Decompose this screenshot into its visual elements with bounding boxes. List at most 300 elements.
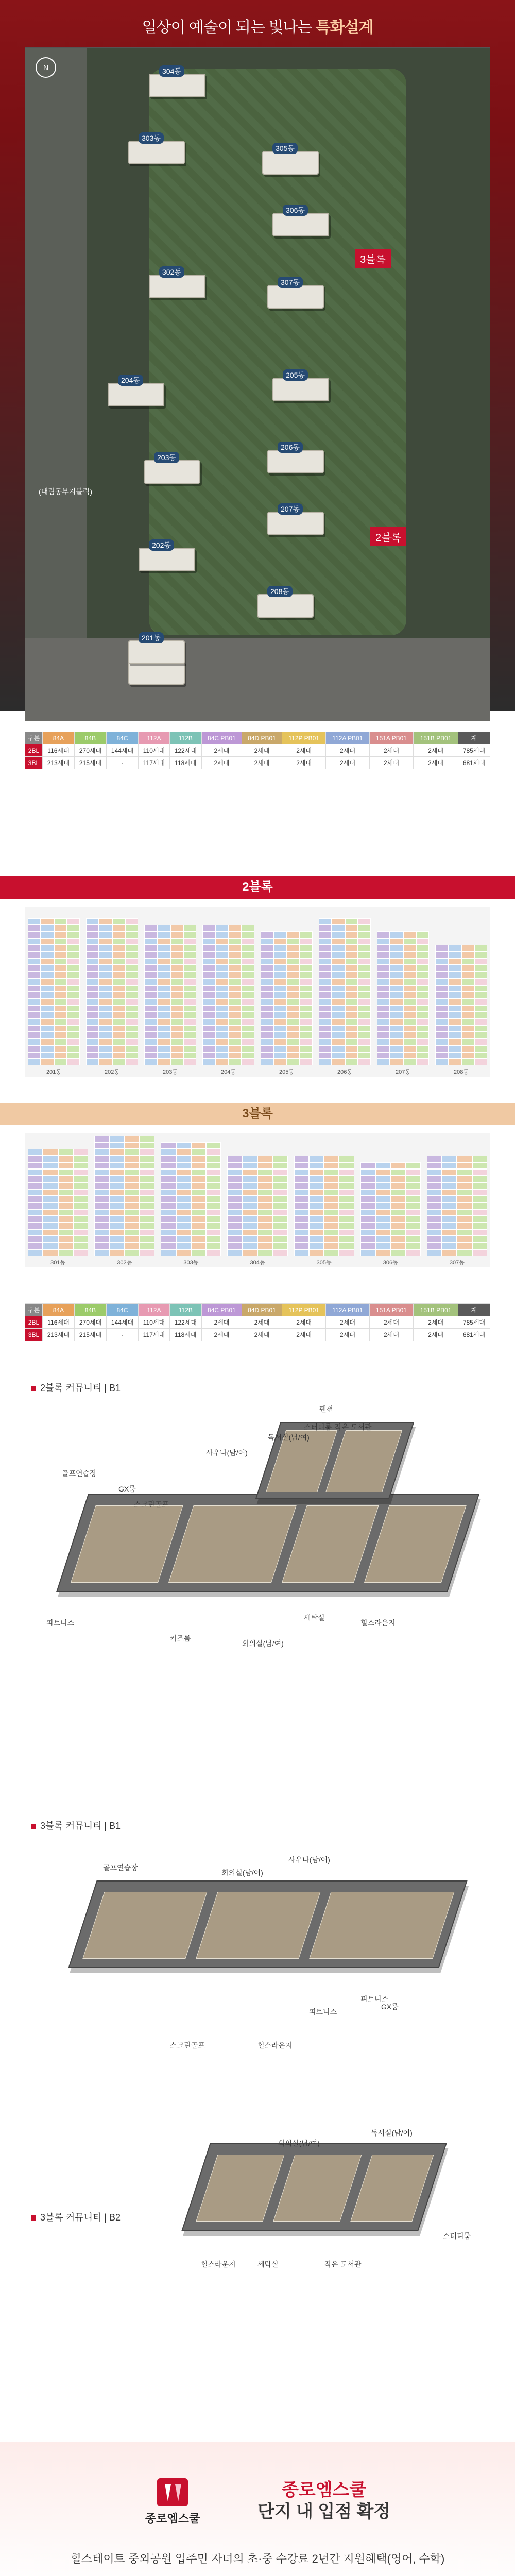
floor-unit — [427, 1196, 442, 1202]
floor-unit — [73, 1182, 88, 1189]
plan-room-label: 스크린골프 — [134, 1500, 169, 1509]
school-section — [0, 2442, 515, 2576]
floor-unit — [332, 1005, 345, 1012]
floor-unit — [319, 1025, 332, 1032]
floor-unit — [176, 1249, 191, 1256]
floor-unit — [67, 918, 80, 925]
floor-unit — [461, 1012, 474, 1019]
floor-unit — [215, 1039, 228, 1045]
unit-table-cell: 213세대 — [42, 757, 74, 769]
floor-unit — [41, 938, 54, 945]
tower-label: 203동 — [163, 1069, 178, 1075]
floor-unit — [202, 1012, 215, 1019]
floor-unit — [319, 1012, 332, 1019]
floor-unit — [125, 1136, 140, 1142]
plan-room-label: 골프연습장 — [62, 1469, 97, 1478]
floor-unit — [28, 952, 41, 958]
plan-room-label: 힐스라운지 — [360, 1619, 396, 1627]
unit-table-cell: - — [106, 757, 138, 769]
floor-unit — [403, 1059, 416, 1065]
floor-unit — [125, 1052, 138, 1059]
floor-unit — [109, 1249, 124, 1256]
floor-unit — [58, 1149, 73, 1156]
floor-unit — [125, 998, 138, 1005]
floor-unit — [28, 1196, 43, 1202]
unit-table-cell: 2세대 — [242, 744, 282, 757]
floor-unit — [125, 918, 138, 925]
floor-unit — [112, 985, 125, 992]
floor-unit — [157, 952, 170, 958]
floor-unit — [229, 1019, 242, 1025]
floor-unit — [448, 1012, 461, 1019]
floor-unit — [28, 1169, 43, 1176]
floor-unit — [345, 918, 358, 925]
floor-unit — [258, 1209, 272, 1216]
floor-unit — [86, 1019, 99, 1025]
floor-unit — [191, 1176, 206, 1182]
floor-unit — [206, 1156, 221, 1162]
floor-unit — [332, 925, 345, 931]
floor-unit — [43, 1196, 58, 1202]
floor-unit — [112, 978, 125, 985]
floor-unit — [229, 1045, 242, 1052]
floor-unit — [99, 938, 112, 945]
plan-room — [71, 1505, 183, 1583]
floor-unit — [144, 972, 157, 978]
building-11 — [108, 383, 164, 406]
floor-unit — [287, 952, 300, 958]
unit-table-cell: 270세대 — [74, 744, 106, 757]
plan-room-label: 사우나(남/여) — [206, 1449, 248, 1457]
floor-unit — [416, 965, 429, 972]
floor-unit — [339, 1249, 354, 1256]
floor-unit — [67, 992, 80, 998]
floor-unit — [416, 978, 429, 985]
floor-unit — [360, 1243, 375, 1249]
floor-unit — [157, 978, 170, 985]
floor-unit — [109, 1202, 124, 1209]
floor-unit — [377, 972, 390, 978]
floor-unit — [125, 1019, 138, 1025]
floor-unit — [144, 1025, 157, 1032]
floor-unit — [229, 938, 242, 945]
floor-unit — [461, 1052, 474, 1059]
floor-unit — [287, 985, 300, 992]
floor-unit — [416, 998, 429, 1005]
plan-room-label: GX룸 — [118, 1485, 136, 1493]
floor-unit — [242, 1025, 254, 1032]
floor-unit — [183, 931, 196, 938]
floor-unit — [215, 1052, 228, 1059]
floor-unit — [99, 978, 112, 985]
floor-unit — [191, 1223, 206, 1229]
floor-unit — [229, 985, 242, 992]
floor-unit — [243, 1229, 258, 1236]
unit-table-cell: 122세대 — [169, 744, 201, 757]
tower-label: 205동 — [279, 1069, 294, 1075]
floor-unit — [461, 1045, 474, 1052]
unit-table-cell: 2세대 — [201, 757, 242, 769]
block3-floor-chart — [25, 1133, 490, 1267]
floor-unit — [294, 1162, 309, 1169]
floor-unit — [442, 1162, 457, 1169]
floor-unit — [416, 1019, 429, 1025]
floor-unit — [472, 1162, 487, 1169]
floor-unit — [435, 972, 448, 978]
floor-unit — [332, 1012, 345, 1019]
floor-unit — [406, 1176, 421, 1182]
floor-unit — [206, 1249, 221, 1256]
floor-unit — [157, 992, 170, 998]
floor-unit — [461, 985, 474, 992]
floor-unit — [427, 1189, 442, 1196]
floor-unit — [202, 965, 215, 972]
floor-unit — [442, 1176, 457, 1182]
floor-unit — [390, 985, 403, 992]
floor-unit — [406, 1223, 421, 1229]
floor-unit — [215, 945, 228, 952]
floor-unit — [140, 1196, 154, 1202]
floor-unit — [461, 1032, 474, 1039]
floor-unit — [377, 1039, 390, 1045]
unit-table-cell: 2세대 — [201, 1329, 242, 1341]
floor-unit — [294, 1156, 309, 1162]
floor-unit — [472, 1229, 487, 1236]
floor-unit — [140, 1202, 154, 1209]
floor-unit — [375, 1216, 390, 1223]
floor-unit — [332, 945, 345, 952]
floor-unit — [157, 1052, 170, 1059]
unit-table-cell: 3BL — [25, 1329, 43, 1341]
floor-unit — [294, 1236, 309, 1243]
floor-unit — [332, 965, 345, 972]
floor-unit — [360, 1176, 375, 1182]
floor-unit — [161, 1196, 176, 1202]
floor-unit — [109, 1182, 124, 1189]
floor-unit — [390, 1243, 405, 1249]
floor-unit — [390, 931, 403, 938]
floor-unit — [99, 918, 112, 925]
floor-unit — [202, 998, 215, 1005]
floor-unit — [242, 972, 254, 978]
floor-unit — [191, 1216, 206, 1223]
floor-unit — [442, 1216, 457, 1223]
tower-label: 207동 — [396, 1069, 410, 1075]
floor-unit — [435, 945, 448, 952]
unit-table-cell: 213세대 — [42, 1329, 74, 1341]
floor-unit — [377, 985, 390, 992]
floor-unit — [360, 1202, 375, 1209]
floor-unit — [345, 958, 358, 965]
floor-unit — [258, 1243, 272, 1249]
building-label: 201동 — [139, 632, 164, 643]
floor-unit — [54, 965, 67, 972]
tower-label: 202동 — [105, 1069, 119, 1075]
floor-unit — [170, 1005, 183, 1012]
floor-unit — [272, 1249, 287, 1256]
floor-unit — [170, 998, 183, 1005]
floor-unit — [360, 1196, 375, 1202]
floor-unit — [358, 1032, 371, 1039]
floor-unit — [339, 1176, 354, 1182]
floor-unit — [261, 958, 273, 965]
floor-unit — [300, 965, 313, 972]
floor-unit — [94, 1243, 109, 1249]
floor-unit — [406, 1209, 421, 1216]
building-6 — [272, 213, 329, 236]
floor-unit — [358, 938, 371, 945]
floor-unit — [86, 1059, 99, 1065]
floor-unit — [176, 1162, 191, 1169]
floor-unit — [109, 1223, 124, 1229]
floor-unit — [125, 1149, 140, 1156]
floor-unit — [345, 1059, 358, 1065]
floor-unit — [448, 1005, 461, 1012]
floor-unit — [176, 1209, 191, 1216]
floor-unit — [43, 1169, 58, 1176]
floor-unit — [448, 1025, 461, 1032]
floor-unit — [461, 972, 474, 978]
floor-unit — [273, 945, 286, 952]
floor-unit — [448, 965, 461, 972]
unit-table-col-header: 84A — [42, 732, 74, 744]
floor-unit — [442, 1249, 457, 1256]
floor-unit — [170, 1039, 183, 1045]
floor-unit — [461, 1005, 474, 1012]
floor-unit — [94, 1149, 109, 1156]
floor-unit — [474, 1032, 487, 1039]
floor-unit — [176, 1142, 191, 1149]
floor-unit — [43, 1162, 58, 1169]
floor-unit — [416, 938, 429, 945]
floor-unit — [54, 1012, 67, 1019]
floor-unit — [461, 1059, 474, 1065]
floor-unit — [227, 1243, 242, 1249]
floor-unit — [358, 1052, 371, 1059]
floor-unit — [94, 1236, 109, 1243]
floor-unit — [109, 1136, 124, 1142]
floor-unit — [261, 1025, 273, 1032]
plan-room-label: 독서실(남/여) — [268, 1433, 310, 1442]
unit-table-col-header: 112A — [139, 732, 170, 744]
floor-unit — [125, 1032, 138, 1039]
floor-unit — [287, 1059, 300, 1065]
floor-unit — [206, 1149, 221, 1156]
floor-unit — [332, 918, 345, 925]
floor-unit — [309, 1202, 324, 1209]
floor-unit — [67, 938, 80, 945]
floor-unit — [472, 1223, 487, 1229]
floor-unit — [140, 1176, 154, 1182]
floor-unit — [58, 1189, 73, 1196]
floor-unit — [99, 931, 112, 938]
floor-unit — [309, 1169, 324, 1176]
floor-unit — [227, 1162, 242, 1169]
floor-unit — [140, 1142, 154, 1149]
floor-unit — [125, 1045, 138, 1052]
floor-unit — [319, 1039, 332, 1045]
floor-unit — [319, 958, 332, 965]
floor-unit — [243, 1169, 258, 1176]
floor-unit — [273, 938, 286, 945]
floor-unit — [358, 1025, 371, 1032]
floor-unit — [229, 1039, 242, 1045]
floor-unit — [54, 1025, 67, 1032]
floor-unit — [227, 1249, 242, 1256]
floor-unit — [358, 972, 371, 978]
floor-unit — [332, 952, 345, 958]
floor-unit — [300, 1039, 313, 1045]
unit-table-col-header: 112A PB01 — [326, 1304, 369, 1316]
floor-unit — [140, 1216, 154, 1223]
floor-unit — [54, 992, 67, 998]
floor-unit — [309, 1156, 324, 1162]
floor-unit — [67, 925, 80, 931]
floor-unit — [41, 1019, 54, 1025]
floor-unit — [435, 1019, 448, 1025]
floor-unit — [258, 1156, 272, 1162]
floor-unit — [125, 1005, 138, 1012]
floor-unit — [324, 1169, 339, 1176]
floor-unit — [28, 1202, 43, 1209]
floor-unit — [377, 1045, 390, 1052]
floor-unit — [416, 1039, 429, 1045]
floor-unit — [170, 945, 183, 952]
floor-unit — [261, 1045, 273, 1052]
school-logo — [134, 2478, 211, 2530]
floor-unit — [448, 985, 461, 992]
floor-unit — [58, 1162, 73, 1169]
floor-unit — [227, 1229, 242, 1236]
floor-unit — [319, 945, 332, 952]
floor-unit — [243, 1156, 258, 1162]
floor-unit — [324, 1223, 339, 1229]
floor-unit — [390, 1176, 405, 1182]
building-label: 203동 — [154, 452, 179, 463]
floor-unit — [358, 918, 371, 925]
tower-label: 302동 — [117, 1260, 132, 1266]
floor-unit — [273, 1059, 286, 1065]
floor-unit — [183, 952, 196, 958]
unit-table-cell: 110세대 — [139, 744, 170, 757]
floor-unit — [41, 918, 54, 925]
floor-unit — [403, 1032, 416, 1039]
floor-unit — [390, 938, 403, 945]
floor-unit — [358, 1019, 371, 1025]
floor-unit — [229, 958, 242, 965]
floor-unit — [358, 1005, 371, 1012]
floor-unit — [157, 1045, 170, 1052]
floor-unit — [300, 1005, 313, 1012]
unit-table-row — [25, 1316, 490, 1329]
floor-unit — [377, 1059, 390, 1065]
floor-unit — [161, 1189, 176, 1196]
floor-unit — [390, 1162, 405, 1169]
plan-room-label: 피트니스 — [360, 1995, 389, 2003]
floor-unit — [99, 998, 112, 1005]
floor-unit — [54, 945, 67, 952]
floor-unit — [390, 998, 403, 1005]
unit-table-cell: 118세대 — [169, 1329, 201, 1341]
floor-unit — [461, 1039, 474, 1045]
floor-unit — [242, 1045, 254, 1052]
floor-unit — [109, 1209, 124, 1216]
floor-unit — [242, 992, 254, 998]
plan-room-label: 골프연습장 — [103, 1863, 138, 1872]
school-name — [258, 2479, 390, 2522]
floor-unit — [319, 965, 332, 972]
floor-unit — [43, 1216, 58, 1223]
floor-unit — [272, 1243, 287, 1249]
floor-unit — [125, 1169, 140, 1176]
floor-unit — [403, 931, 416, 938]
floor-unit — [300, 985, 313, 992]
floor-unit — [258, 1189, 272, 1196]
floor-unit — [99, 992, 112, 998]
plan-room-label: 사우나(남/여) — [288, 1856, 330, 1864]
floor-unit — [324, 1176, 339, 1182]
block2-header: 2블록 — [0, 876, 515, 899]
floor-unit — [58, 1182, 73, 1189]
floor-unit — [99, 1059, 112, 1065]
tower-label: 307동 — [449, 1260, 465, 1266]
floor-unit — [390, 992, 403, 998]
floor-unit — [206, 1243, 221, 1249]
floor-unit — [390, 1189, 405, 1196]
floor-unit — [170, 1059, 183, 1065]
floor-unit — [41, 985, 54, 992]
floor-unit — [202, 1059, 215, 1065]
plan-room-label: 스터디룸 — [443, 2232, 471, 2240]
floor-unit — [258, 1229, 272, 1236]
floor-unit — [324, 1202, 339, 1209]
floor-unit — [448, 1019, 461, 1025]
floor-unit — [157, 925, 170, 931]
building-8 — [128, 640, 185, 664]
floor-unit — [99, 925, 112, 931]
plan-room — [350, 2155, 434, 2222]
floor-unit — [403, 952, 416, 958]
building-2 — [149, 275, 205, 298]
floor-unit — [215, 938, 228, 945]
floor-unit — [375, 1189, 390, 1196]
floor-unit — [457, 1196, 472, 1202]
floor-unit — [474, 978, 487, 985]
floor-unit — [261, 1032, 273, 1039]
floor-unit — [215, 985, 228, 992]
community3-b1-plan — [68, 1880, 467, 1968]
floor-unit — [99, 965, 112, 972]
floor-unit — [157, 1059, 170, 1065]
floor-unit — [442, 1156, 457, 1162]
floor-unit — [144, 1012, 157, 1019]
floor-unit — [242, 931, 254, 938]
floor-unit — [406, 1196, 421, 1202]
floor-unit — [448, 992, 461, 998]
floor-unit — [472, 1243, 487, 1249]
floor-unit — [300, 978, 313, 985]
floor-unit — [54, 1045, 67, 1052]
floor-unit — [94, 1196, 109, 1202]
floor-unit — [472, 1202, 487, 1209]
floor-unit — [99, 985, 112, 992]
floor-unit — [215, 972, 228, 978]
floor-unit — [375, 1243, 390, 1249]
floor-unit — [28, 1039, 41, 1045]
floor-unit — [390, 1249, 405, 1256]
floor-unit — [28, 1005, 41, 1012]
floor-unit — [157, 958, 170, 965]
